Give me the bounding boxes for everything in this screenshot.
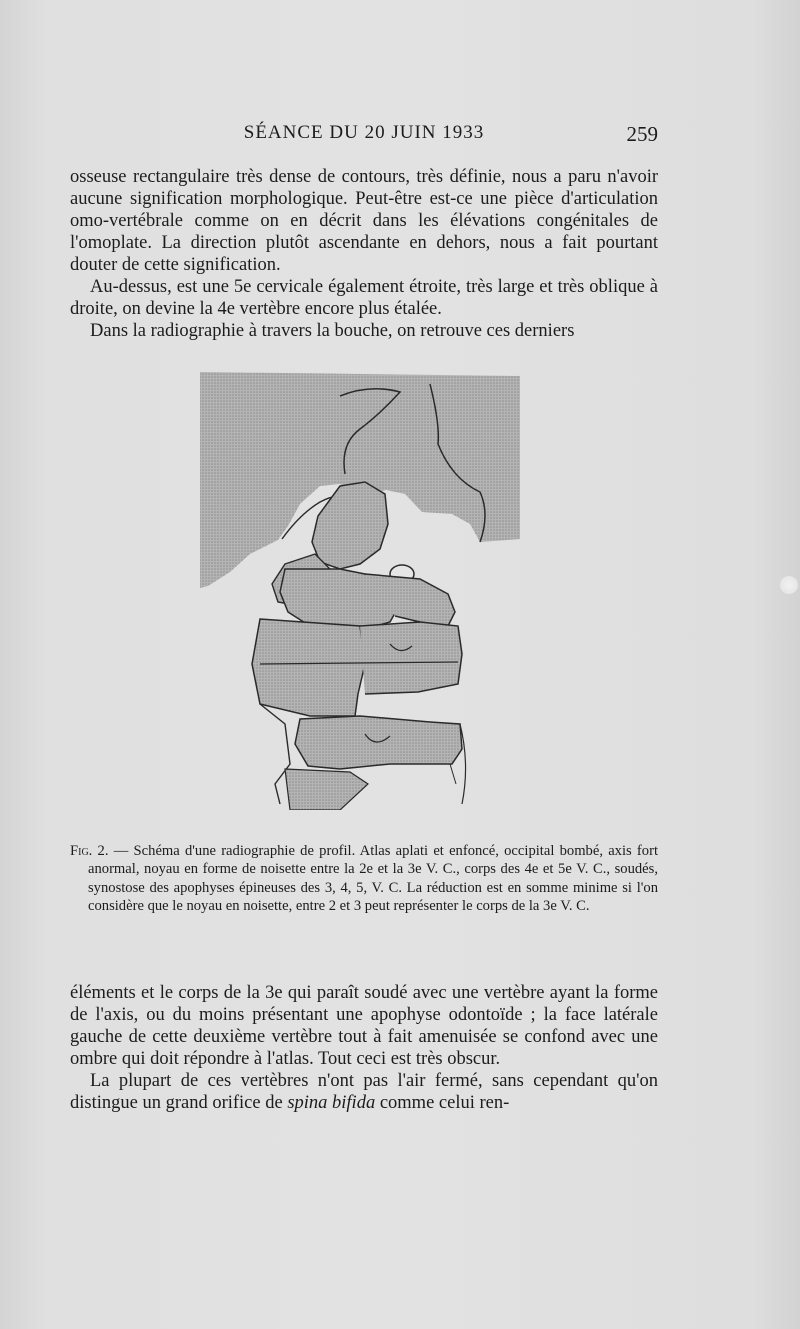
paragraph-5-end: comme celui ren- — [375, 1093, 510, 1113]
paragraph-3: Dans la radiographie à travers la bouche, on retrouve ces derniers — [90, 321, 575, 341]
axis-vertebra — [312, 482, 388, 569]
lower-shadow — [285, 769, 368, 810]
page-header — [70, 122, 658, 148]
skin-line — [450, 764, 456, 784]
paragraph-4: éléments et le corps de la 3e qui paraît soudé avec une vertèbre ayant la forme de l'axis, ou du moins présentant une apophyse odontoïde ; la face latérale gauche de cette deuxième vertèbre tout à fait amenuisée se confond avec une ombre qui doit répondre à l'atlas. Tout ceci est très obscur. — [70, 983, 658, 1069]
paragraph-1: osseuse rectangulaire très dense de contours, très définie, nous a paru n'avoir aucune signification morphologique. Peut-être est-ce une pièce d'articulation omo-vertébrale comme on en décrit dans les élévations congénitales de l'omoplate. La direction plutôt ascendante en dehors, nous a fait pourtant douter de cette signification. — [70, 167, 658, 275]
paragraph-5 — [70, 1070, 658, 1114]
text-block-top — [70, 166, 658, 342]
caption-text: — Schéma d'une radiographie de profil. Atlas aplati et enfoncé, occipital bombé, axis fort anormal, noyau en forme de noisette entre la 2e et la 3e V. C., corps des 4e et 5e V. C., soudés, synostose des apophyses épineuses des 3, 4, 5, V. C. La réduction est en somme minime si l'on considère que le noyau en noisette, entre 2 et 3 peut représenter le corps de la 3e V. C. — [88, 843, 659, 914]
fused-spinous-processes — [360, 622, 462, 694]
running-head: SÉANCE DU 20 JUIN 1933 — [243, 122, 485, 143]
text-block-bottom — [70, 982, 658, 1114]
figure-caption — [70, 842, 658, 915]
vertebrae-c4-c5 — [252, 619, 365, 716]
figure-label: Fig. 2. — [70, 843, 109, 859]
paper-spot — [780, 576, 798, 594]
page-number: 259 — [626, 122, 658, 146]
lower-neck-outline — [260, 704, 290, 804]
spina-bifida-term: spina bifida — [287, 1093, 376, 1113]
paragraph-2: Au-dessus, est une 5e cervicale également étroite, très large et très oblique à droite, on devine la 4e vertèbre encore plus étalée. — [70, 277, 658, 319]
vertebrae-sketch — [190, 364, 530, 810]
radiograph-schematic-figure — [190, 364, 530, 810]
paragraph-5-start: La plupart de ces vertèbres n'ont pas l'air fermé, sans cependant qu'on distingue un grand orifice de — [70, 1071, 658, 1113]
